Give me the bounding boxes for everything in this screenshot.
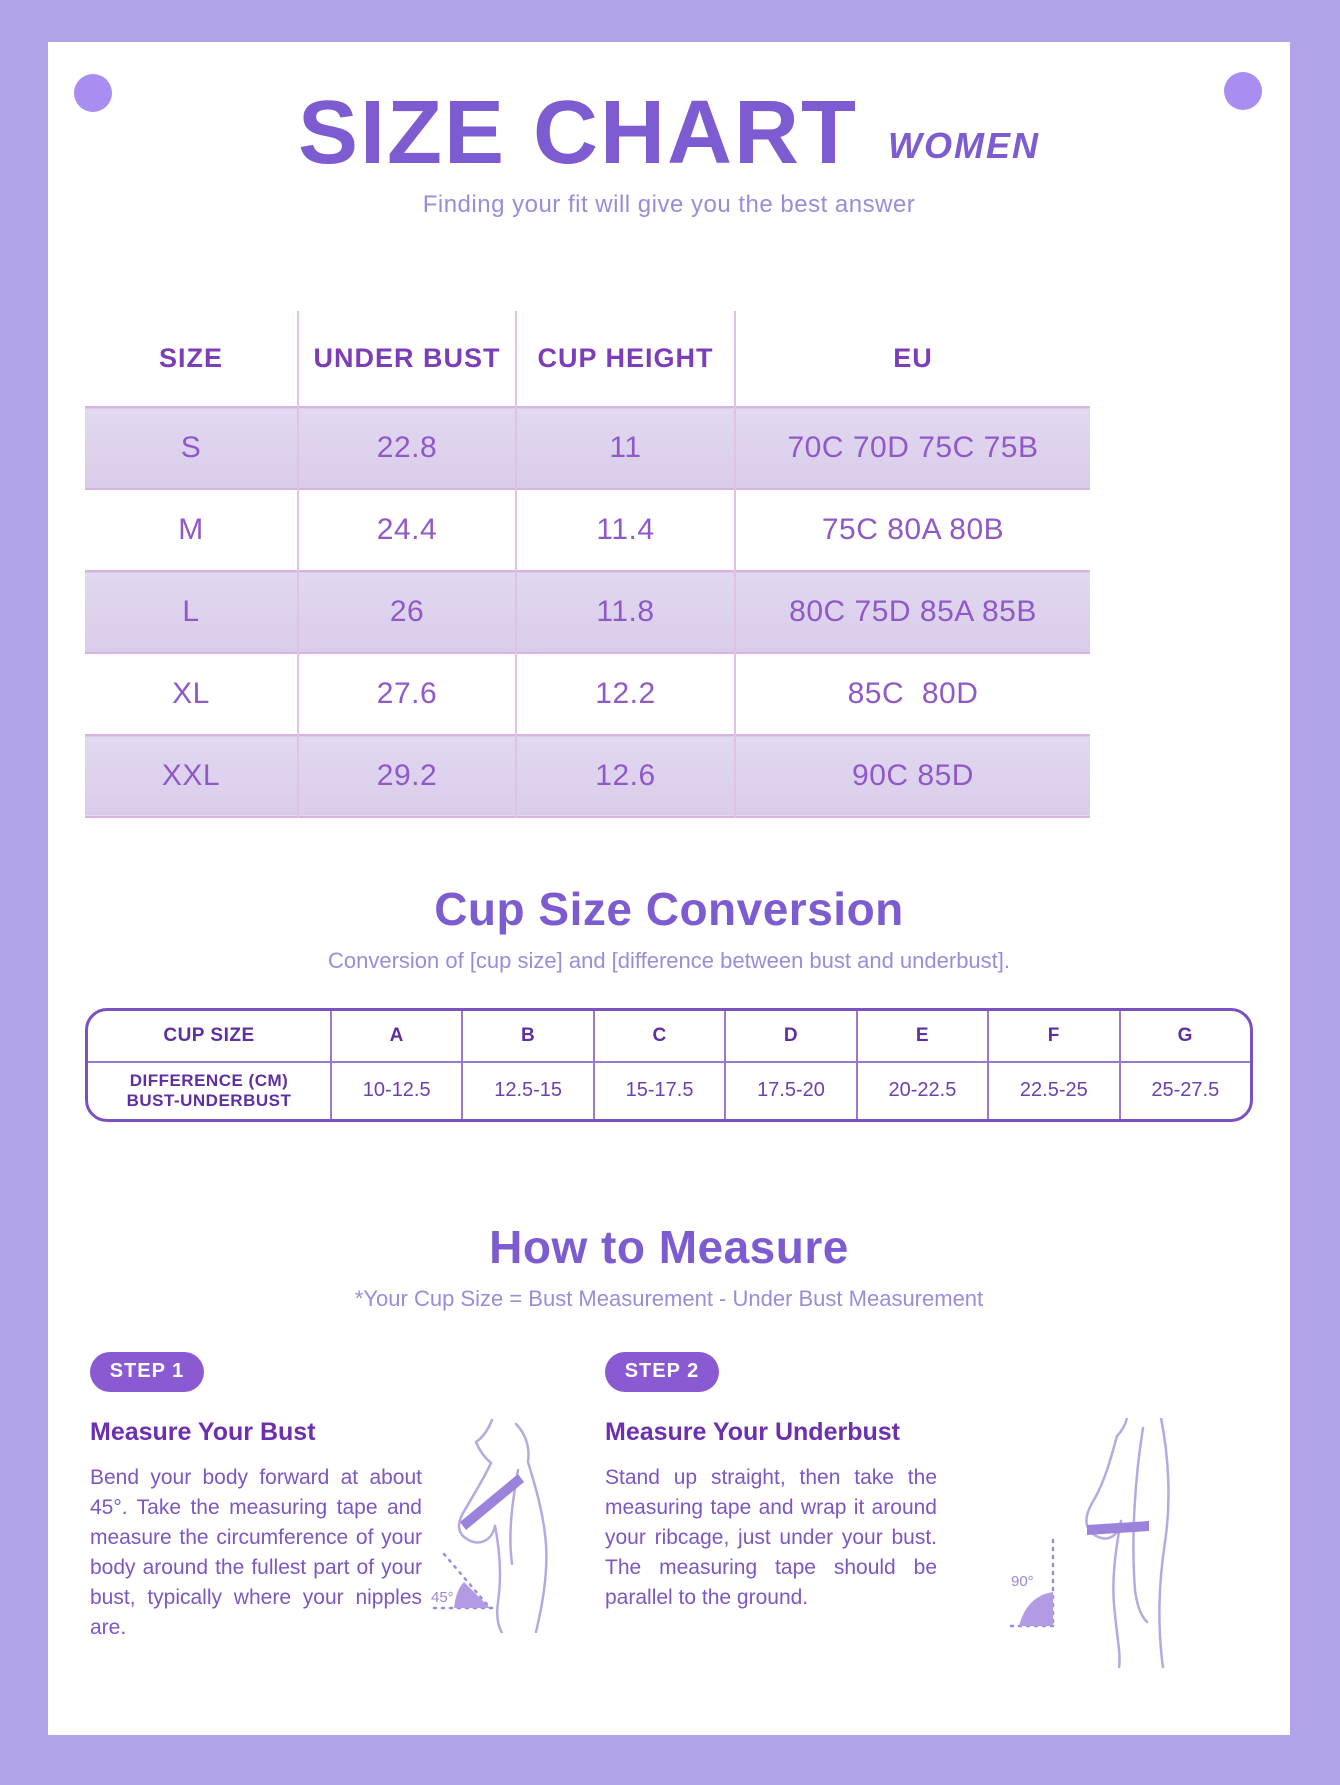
- step-2-content: [605, 1418, 1248, 1668]
- conv-row-label-line2: BUST-UNDERBUST: [126, 1090, 292, 1110]
- size-table-header-row: [85, 311, 1090, 407]
- cell-size: L: [85, 571, 298, 653]
- step-1-heading: Measure Your Bust: [90, 1417, 316, 1446]
- conv-range: 15-17.5: [593, 1061, 724, 1119]
- audience-label: WOMEN: [888, 125, 1040, 167]
- how-to-subtitle: *Your Cup Size = Bust Measurement - Under Bust Measurement: [354, 1285, 984, 1311]
- size-table: [85, 311, 1090, 818]
- cell-under-bust: 24.4: [298, 489, 516, 571]
- content-card: [48, 42, 1290, 1735]
- cell-cup-height: 11.4: [516, 489, 735, 571]
- step-2-text: [605, 1418, 937, 1668]
- step-1-figure: [430, 1418, 565, 1643]
- cell-eu: 75C 80A 80B: [821, 512, 1005, 546]
- cup-conversion-section: [48, 882, 1290, 1122]
- conv-cup: G: [1119, 1011, 1250, 1061]
- cell-eu: 70C 70D 75C 75B: [787, 430, 1039, 464]
- step-1-content: [90, 1418, 565, 1643]
- step-2-figure: [945, 1418, 1248, 1668]
- cell-eu: 85C 80D: [847, 676, 979, 710]
- cell-size: XXL: [85, 735, 298, 817]
- step-1-body: Bend your body forward at about 45°. Take the measuring tape and measure the circumference of your body around the fullest part of your bust, typically where your nipples are.: [90, 1465, 422, 1639]
- conv-range: 17.5-20: [724, 1061, 855, 1119]
- column-header-cup-height: CUP HEIGHT: [516, 311, 735, 407]
- how-to-measure-section: [48, 1220, 1290, 1668]
- conv-cup: C: [593, 1011, 724, 1061]
- conv-range: 12.5-15: [461, 1061, 592, 1119]
- conv-cup: A: [330, 1011, 461, 1061]
- cell-cup-height: 11.8: [516, 571, 735, 653]
- cell-size: M: [85, 489, 298, 571]
- decorative-dot-left: [74, 74, 112, 112]
- column-header-size: SIZE: [85, 311, 298, 407]
- conv-range: 22.5-25: [987, 1061, 1118, 1119]
- conv-cup: D: [724, 1011, 855, 1061]
- cell-cup-height: 12.2: [516, 653, 735, 735]
- column-header-under-bust: UNDER BUST: [298, 311, 516, 407]
- cell-eu: 80C 75D 85A 85B: [789, 594, 1037, 628]
- conv-cup: F: [987, 1011, 1118, 1061]
- table-row: [85, 407, 1090, 489]
- step-2-badge: STEP 2: [605, 1352, 719, 1392]
- conv-row-label: [88, 1061, 330, 1119]
- cell-under-bust: 29.2: [298, 735, 516, 817]
- angle-45-label: 45°: [431, 1588, 454, 1606]
- table-row: [85, 653, 1090, 735]
- conv-range: 10-12.5: [330, 1061, 461, 1119]
- conv-range: 20-22.5: [856, 1061, 987, 1119]
- page-subtitle: Finding your fit will give you the best answer: [422, 190, 916, 218]
- underbust-measure-illustration: [1009, 1418, 1184, 1668]
- step-1: [90, 1352, 565, 1668]
- conv-cup: B: [461, 1011, 592, 1061]
- steps: [90, 1352, 1248, 1668]
- step-1-text: [90, 1418, 422, 1643]
- column-header-eu: EU: [893, 342, 933, 373]
- step-2-body: Stand up straight, then take the measuring tape and wrap it around your ribcage, just under your bust. The measuring tape should be parallel to the ground.: [605, 1465, 937, 1609]
- bust-measure-illustration: [430, 1418, 565, 1633]
- conversion-subtitle: Conversion of [cup size] and [difference between bust and underbust].: [327, 947, 1011, 973]
- cell-under-bust: 27.6: [298, 653, 516, 735]
- cell-size: XL: [85, 653, 298, 735]
- header: [48, 42, 1290, 181]
- cell-eu: 90C 85D: [852, 758, 974, 792]
- conversion-table: [85, 1008, 1253, 1122]
- decorative-dot-right: [1224, 72, 1262, 110]
- step-1-badge: STEP 1: [90, 1352, 204, 1392]
- page-title: SIZE CHART: [298, 83, 858, 183]
- conv-cup: E: [856, 1011, 987, 1061]
- step-2: [605, 1352, 1248, 1668]
- how-to-title: How to Measure: [489, 1220, 849, 1273]
- conversion-title: Cup Size Conversion: [434, 882, 904, 935]
- table-row: [85, 489, 1090, 571]
- cell-cup-height: 12.6: [516, 735, 735, 817]
- cell-under-bust: 22.8: [298, 407, 516, 489]
- cell-under-bust: 26: [298, 571, 516, 653]
- angle-90-label: 90°: [1011, 1572, 1034, 1590]
- conv-row-label-line1: DIFFERENCE (CM): [129, 1070, 289, 1090]
- conv-header-cup-size: CUP SIZE: [163, 1024, 255, 1046]
- cell-size: S: [85, 407, 298, 489]
- table-row: [85, 571, 1090, 653]
- table-row: [85, 735, 1090, 817]
- conv-range: 25-27.5: [1119, 1061, 1250, 1119]
- cell-cup-height: 11: [516, 407, 735, 489]
- step-2-heading: Measure Your Underbust: [605, 1417, 900, 1446]
